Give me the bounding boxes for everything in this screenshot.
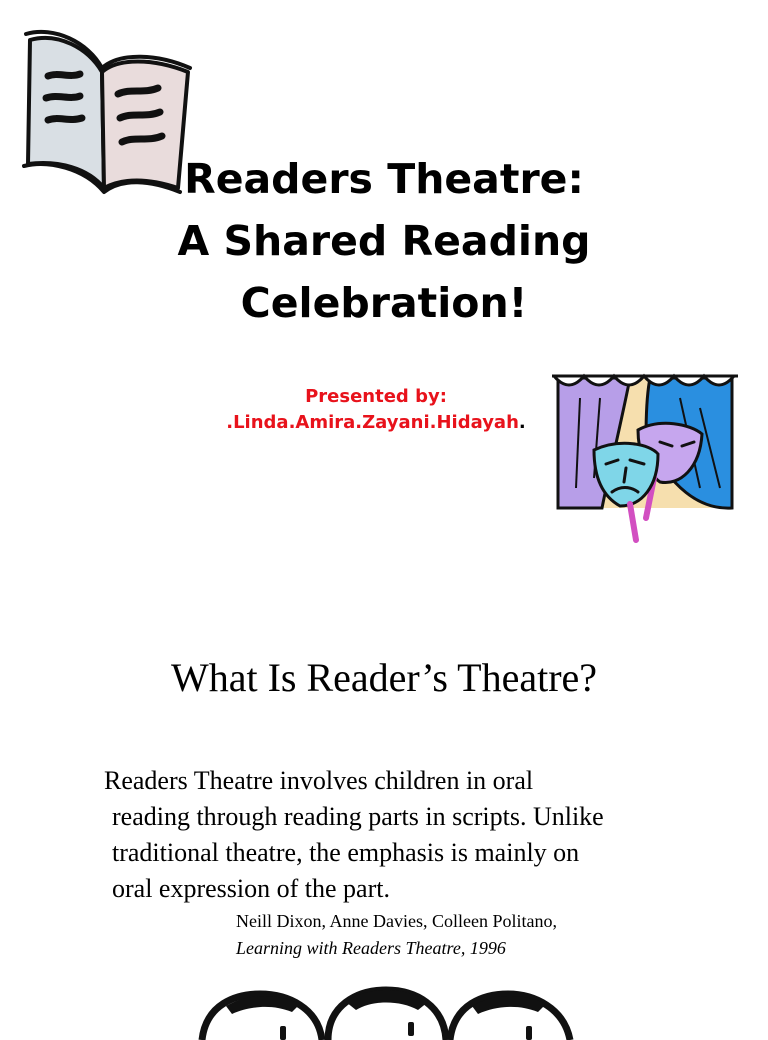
title-line-3: Celebration!	[240, 279, 528, 327]
presenter-trailing-dot: .	[518, 412, 526, 433]
citation-source: Learning with Readers Theatre, 1996	[236, 938, 506, 958]
page-title	[0, 148, 768, 334]
children-faces-icon	[196, 980, 576, 1040]
body-line-2: reading through reading parts in scripts. Unlike	[112, 802, 604, 831]
body-line-4: oral expression of the part.	[112, 874, 390, 903]
body-line-1: Readers Theatre involves children in oral	[104, 766, 534, 795]
citation	[236, 908, 557, 962]
presenter-names-text: .Linda.Amira.Zayani.Hidayah	[226, 412, 519, 433]
theatre-masks-curtain-icon	[550, 368, 740, 548]
citation-authors: Neill Dixon, Anne Davies, Colleen Politano,	[236, 911, 557, 931]
title-line-1: Readers Theatre:	[184, 155, 584, 203]
presented-by-label: Presented by:	[305, 386, 447, 407]
section-heading: What Is Reader’s Theatre?	[170, 655, 598, 700]
title-line-2: A Shared Reading	[177, 217, 591, 265]
body-paragraph	[104, 763, 704, 907]
body-line-3: traditional theatre, the emphasis is mainly on	[112, 838, 580, 867]
